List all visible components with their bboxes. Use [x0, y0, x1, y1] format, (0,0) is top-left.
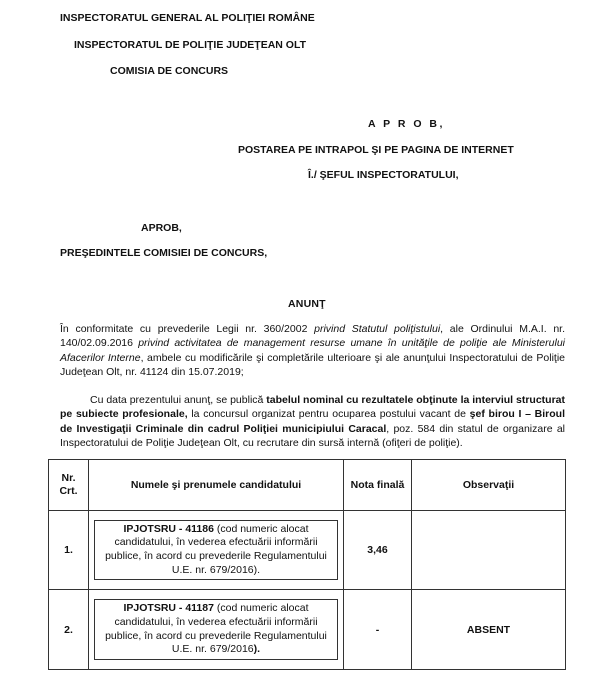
institution-header-line3: COMISIA DE CONCURS — [110, 65, 229, 77]
results-table — [48, 459, 566, 670]
institution-header-line2: INSPECTORATUL DE POLIŢIE JUDEŢEAN OLT — [74, 39, 306, 51]
paragraph-announcement — [60, 393, 565, 451]
candidate-description: (cod numeric alocat candidatului, în vederea efectuării informării publice, în acord cu prevederile Regulamentului U.E. nr. 679/2016 — [105, 602, 327, 656]
document-title: ANUNŢ — [288, 298, 326, 310]
row-observations: ABSENT — [412, 590, 566, 670]
p1-text5: , ambele cu modificările şi completările ulterioare şi ale anunţului Inspectoratului de Poliţie Judeţean Olt, nr. 41124 din 15.07.2019; — [60, 351, 565, 379]
candidate-box — [94, 520, 338, 580]
p2-text5: , poz. 584 din statul de organizare al Inspectoratului de Poliţie Judeţean Olt, cu recrutare din sursă internă (ofiţeri de poliţie). — [60, 422, 566, 450]
header-nr: Nr. Crt. — [49, 460, 89, 511]
p2-position: şef birou I – Biroul de Investigaţii Criminale din cadrul Poliţiei municipiului Caracal — [60, 408, 565, 435]
p2-text3: la concursul organizat pentru ocuparea postului vacant de — [187, 408, 470, 421]
candidate-box — [94, 599, 338, 659]
header-observations: Observaţii — [412, 460, 566, 511]
candidate-code: IPJOTSRU - 41187 — [123, 602, 214, 615]
header-score: Nota finală — [344, 460, 412, 511]
p1-text1: În conformitate cu prevederile Legii nr. 360/2002 — [60, 323, 315, 335]
row-score: - — [344, 590, 412, 670]
approval-right-line2: POSTAREA PE INTRAPOL ŞI PE PAGINA DE INTERNET — [238, 144, 514, 156]
table-row — [49, 590, 566, 670]
approval-left-aprob: APROB, — [141, 222, 182, 234]
approval-right-aprob: A P R O B, — [368, 118, 445, 130]
row-nr: 1. — [49, 511, 89, 590]
row-observations — [412, 511, 566, 590]
p1-law-title: privind Statutul poliţistului — [314, 323, 441, 335]
paragraph-legal-basis — [60, 322, 565, 380]
candidate-description: (cod numeric alocat candidatului, în vederea efectuării informării publice, în acord cu prevederile Regulamentului U.E. nr. 679/2016) — [105, 522, 327, 576]
p1-text3: , ale Ordinului M.A.I. nr. 140/02.09.2016 — [60, 323, 565, 350]
institution-header-line1: INSPECTORATUL GENERAL AL POLIŢIEI ROMÂNE — [60, 12, 315, 24]
p1-order-title: privind activitatea de management resurse umane în unităţile de poliţie ale Ministerului Afacerilor Interne — [60, 337, 565, 364]
candidate-code: IPJOTSRU - 41186 — [123, 522, 214, 535]
row-score: 3,46 — [344, 511, 412, 590]
approval-right-line3: Î./ ŞEFUL INSPECTORATULUI, — [308, 169, 459, 181]
table-row — [49, 511, 566, 590]
candidate-description-end: ). — [253, 643, 261, 656]
candidate-description-end: . — [257, 563, 261, 576]
header-name: Numele şi prenumele candidatului — [89, 460, 344, 511]
approval-left-line2: PREŞEDINTELE COMISIEI DE CONCURS, — [60, 247, 268, 259]
table-header-row — [49, 460, 566, 511]
p2-text1: Cu data prezentului anunţ, se publică — [90, 394, 267, 406]
row-candidate-cell — [89, 511, 344, 590]
row-nr: 2. — [49, 590, 89, 670]
row-candidate-cell — [89, 590, 344, 670]
p2-table-mention: tabelul nominal cu rezultatele obţinute la interviul structurat pe subiecte profesionale, — [60, 394, 566, 421]
